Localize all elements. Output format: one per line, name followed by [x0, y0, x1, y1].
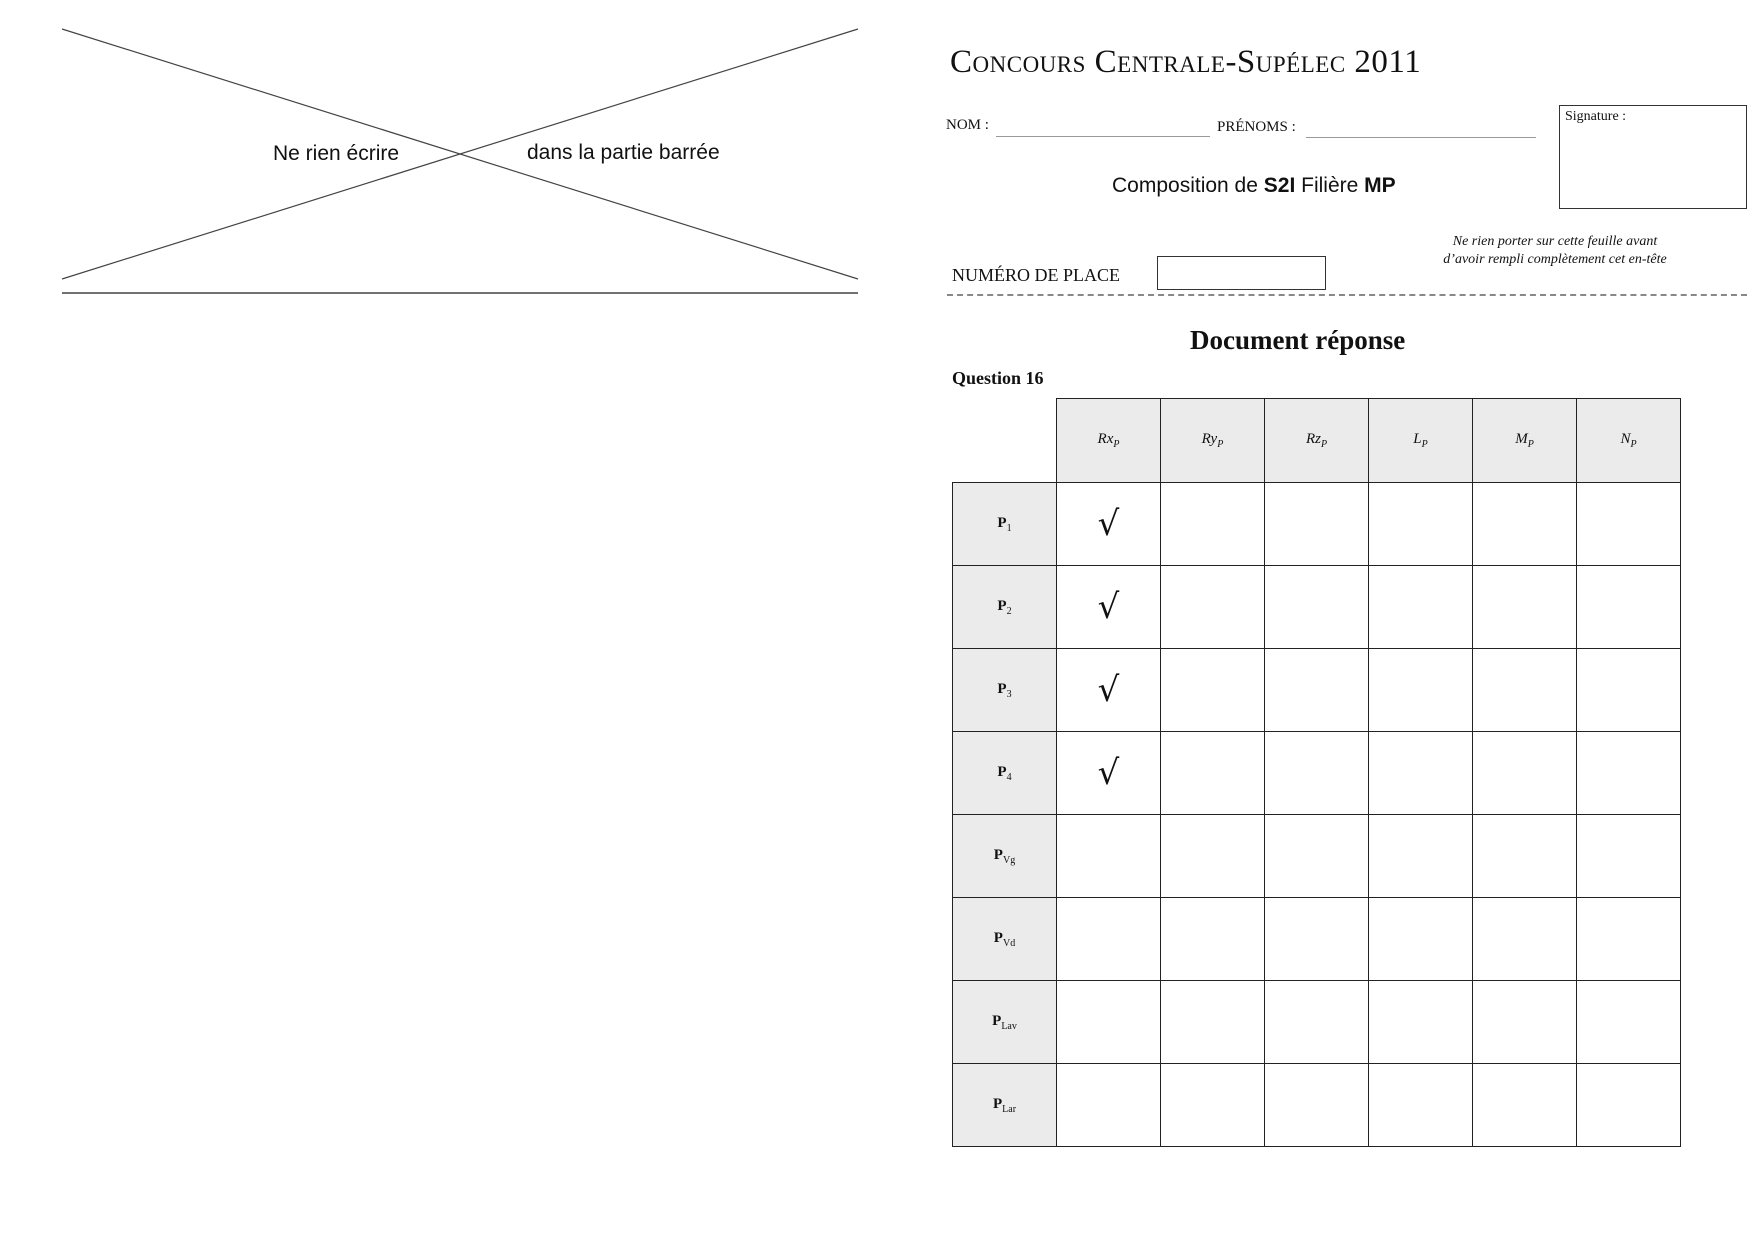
- answer-cell[interactable]: [1265, 732, 1369, 815]
- prenoms-field[interactable]: [1306, 137, 1536, 138]
- filiere-label: Filière: [1301, 174, 1359, 197]
- answer-cell[interactable]: [1057, 898, 1161, 981]
- answer-cell[interactable]: [1577, 981, 1681, 1064]
- column-header: [1057, 399, 1161, 483]
- table-body: [953, 483, 1681, 1147]
- answer-cell[interactable]: [1265, 1064, 1369, 1147]
- row-header-sub: 2: [1006, 605, 1012, 617]
- answer-cell[interactable]: [1369, 566, 1473, 649]
- answer-cell[interactable]: [1265, 483, 1369, 566]
- row-header: [953, 649, 1057, 732]
- table-row: [953, 1064, 1681, 1147]
- column-header-base: N: [1620, 431, 1631, 447]
- composition-line: [1112, 174, 1396, 198]
- row-header-sub: 3: [1006, 688, 1012, 700]
- answer-cell[interactable]: [1577, 1064, 1681, 1147]
- column-header-sub: P: [1113, 439, 1120, 450]
- answer-cell[interactable]: [1473, 898, 1577, 981]
- answer-cell[interactable]: [1369, 981, 1473, 1064]
- column-header-base: Rx: [1097, 431, 1114, 447]
- column-header-sub: P: [1421, 439, 1428, 450]
- answer-cell[interactable]: [1161, 1064, 1265, 1147]
- table-row: [953, 898, 1681, 981]
- subject-name: S2I: [1263, 174, 1296, 197]
- answer-cell[interactable]: [1161, 815, 1265, 898]
- answer-cell[interactable]: [1057, 981, 1161, 1064]
- answer-cell[interactable]: [1473, 1064, 1577, 1147]
- row-header-base: P: [997, 597, 1007, 614]
- prenoms-label: PRÉNOMS :: [1217, 119, 1296, 135]
- answer-cell[interactable]: [1577, 898, 1681, 981]
- answer-cell[interactable]: [1265, 649, 1369, 732]
- row-header-sub: Lav: [1001, 1020, 1017, 1032]
- answer-cell[interactable]: [1577, 649, 1681, 732]
- row-header: [953, 483, 1057, 566]
- answer-cell[interactable]: [1577, 566, 1681, 649]
- table-header-row: [953, 399, 1681, 483]
- answer-cell[interactable]: [1369, 898, 1473, 981]
- answer-cell[interactable]: [1161, 649, 1265, 732]
- answer-cell[interactable]: [1057, 1064, 1161, 1147]
- check-mark-icon: √: [1097, 753, 1120, 793]
- barred-text-right: dans la partie barrée: [527, 141, 720, 164]
- row-header-sub: Lar: [1002, 1103, 1017, 1115]
- notice: [1405, 233, 1705, 269]
- column-header: [1473, 399, 1577, 483]
- barred-area-lines: [0, 0, 870, 300]
- answer-cell[interactable]: [1057, 649, 1161, 732]
- table-row: [953, 981, 1681, 1064]
- answer-cell[interactable]: [1369, 1064, 1473, 1147]
- table-row: [953, 566, 1681, 649]
- signature-box[interactable]: [1559, 105, 1747, 209]
- nom-field[interactable]: [996, 136, 1210, 137]
- table-row: [953, 483, 1681, 566]
- row-header-base: P: [992, 1012, 1002, 1029]
- answer-cell[interactable]: [1369, 732, 1473, 815]
- check-mark-icon: √: [1097, 587, 1120, 627]
- row-header-sub: Vd: [1002, 937, 1016, 949]
- answer-cell[interactable]: [1265, 981, 1369, 1064]
- answer-cell[interactable]: [1057, 566, 1161, 649]
- answer-cell[interactable]: [1473, 649, 1577, 732]
- column-header-sub: P: [1217, 439, 1224, 450]
- column-header-sub: P: [1527, 439, 1534, 450]
- answer-cell[interactable]: [1161, 732, 1265, 815]
- cut-line: [947, 294, 1747, 296]
- answer-cell[interactable]: [1473, 732, 1577, 815]
- table-corner: [953, 399, 1057, 483]
- column-header: [1265, 399, 1369, 483]
- answer-cell[interactable]: [1369, 649, 1473, 732]
- row-header-base: P: [993, 929, 1003, 946]
- row-header: [953, 898, 1057, 981]
- column-header: [1161, 399, 1265, 483]
- column-header-sub: P: [1320, 439, 1328, 450]
- row-header-base: P: [992, 1095, 1003, 1112]
- answer-cell[interactable]: [1369, 815, 1473, 898]
- column-header-base: Rz: [1305, 431, 1321, 447]
- column-header-sub: P: [1630, 439, 1637, 450]
- answer-cell[interactable]: [1265, 815, 1369, 898]
- row-header: [953, 1064, 1057, 1147]
- row-header-base: P: [993, 846, 1003, 863]
- table-row: [953, 732, 1681, 815]
- answer-cell[interactable]: [1473, 566, 1577, 649]
- answer-cell[interactable]: [1265, 566, 1369, 649]
- table-row: [953, 649, 1681, 732]
- answer-cell[interactable]: [1161, 981, 1265, 1064]
- answer-cell[interactable]: [1161, 483, 1265, 566]
- filiere-name: MP: [1364, 174, 1396, 197]
- row-header: [953, 815, 1057, 898]
- row-header-base: P: [997, 763, 1007, 780]
- answer-cell[interactable]: [1161, 566, 1265, 649]
- row-header: [953, 732, 1057, 815]
- column-header: [1369, 399, 1473, 483]
- check-mark-icon: √: [1097, 504, 1120, 544]
- answer-cell[interactable]: [1265, 898, 1369, 981]
- answer-cell[interactable]: [1057, 483, 1161, 566]
- row-header-sub: Vg: [1002, 854, 1016, 866]
- column-header: [1577, 399, 1681, 483]
- row-header-base: P: [997, 680, 1007, 697]
- answer-cell[interactable]: [1473, 981, 1577, 1064]
- column-header-base: L: [1413, 431, 1422, 447]
- row-header-sub: 4: [1006, 771, 1012, 783]
- row-header: [953, 981, 1057, 1064]
- signature-label: Signature :: [1565, 109, 1627, 124]
- answer-cell[interactable]: [1577, 483, 1681, 566]
- row-header-sub: 1: [1006, 522, 1012, 534]
- answer-cell[interactable]: [1473, 483, 1577, 566]
- barred-text-left: Ne rien écrire: [273, 142, 400, 165]
- answer-table: [952, 398, 1681, 1147]
- row-header-base: P: [997, 514, 1007, 531]
- column-header-base: Ry: [1201, 431, 1218, 447]
- composition-prefix: Composition de: [1112, 174, 1258, 197]
- page-title: Concours Centrale-Supélec 2011: [950, 44, 1422, 80]
- nom-label: NOM :: [946, 117, 989, 133]
- answer-cell[interactable]: [1577, 815, 1681, 898]
- place-number-label: NUMÉRO DE PLACE: [952, 265, 1121, 285]
- row-header: [953, 566, 1057, 649]
- answer-cell[interactable]: [1577, 732, 1681, 815]
- answer-cell[interactable]: [1473, 815, 1577, 898]
- notice-line-2: d’avoir rempli complètement cet en-tête: [1443, 252, 1667, 267]
- answer-cell[interactable]: [1369, 483, 1473, 566]
- answer-cell[interactable]: [1057, 732, 1161, 815]
- notice-line-1: Ne rien porter sur cette feuille avant: [1452, 234, 1658, 249]
- place-number-field[interactable]: [1157, 256, 1326, 290]
- column-header-base: M: [1515, 431, 1528, 447]
- answer-cell[interactable]: [1161, 898, 1265, 981]
- answer-cell[interactable]: [1057, 815, 1161, 898]
- question-label: Question 16: [952, 368, 1044, 388]
- table-row: [953, 815, 1681, 898]
- check-mark-icon: √: [1097, 670, 1120, 710]
- document-title: Document réponse: [1190, 325, 1406, 355]
